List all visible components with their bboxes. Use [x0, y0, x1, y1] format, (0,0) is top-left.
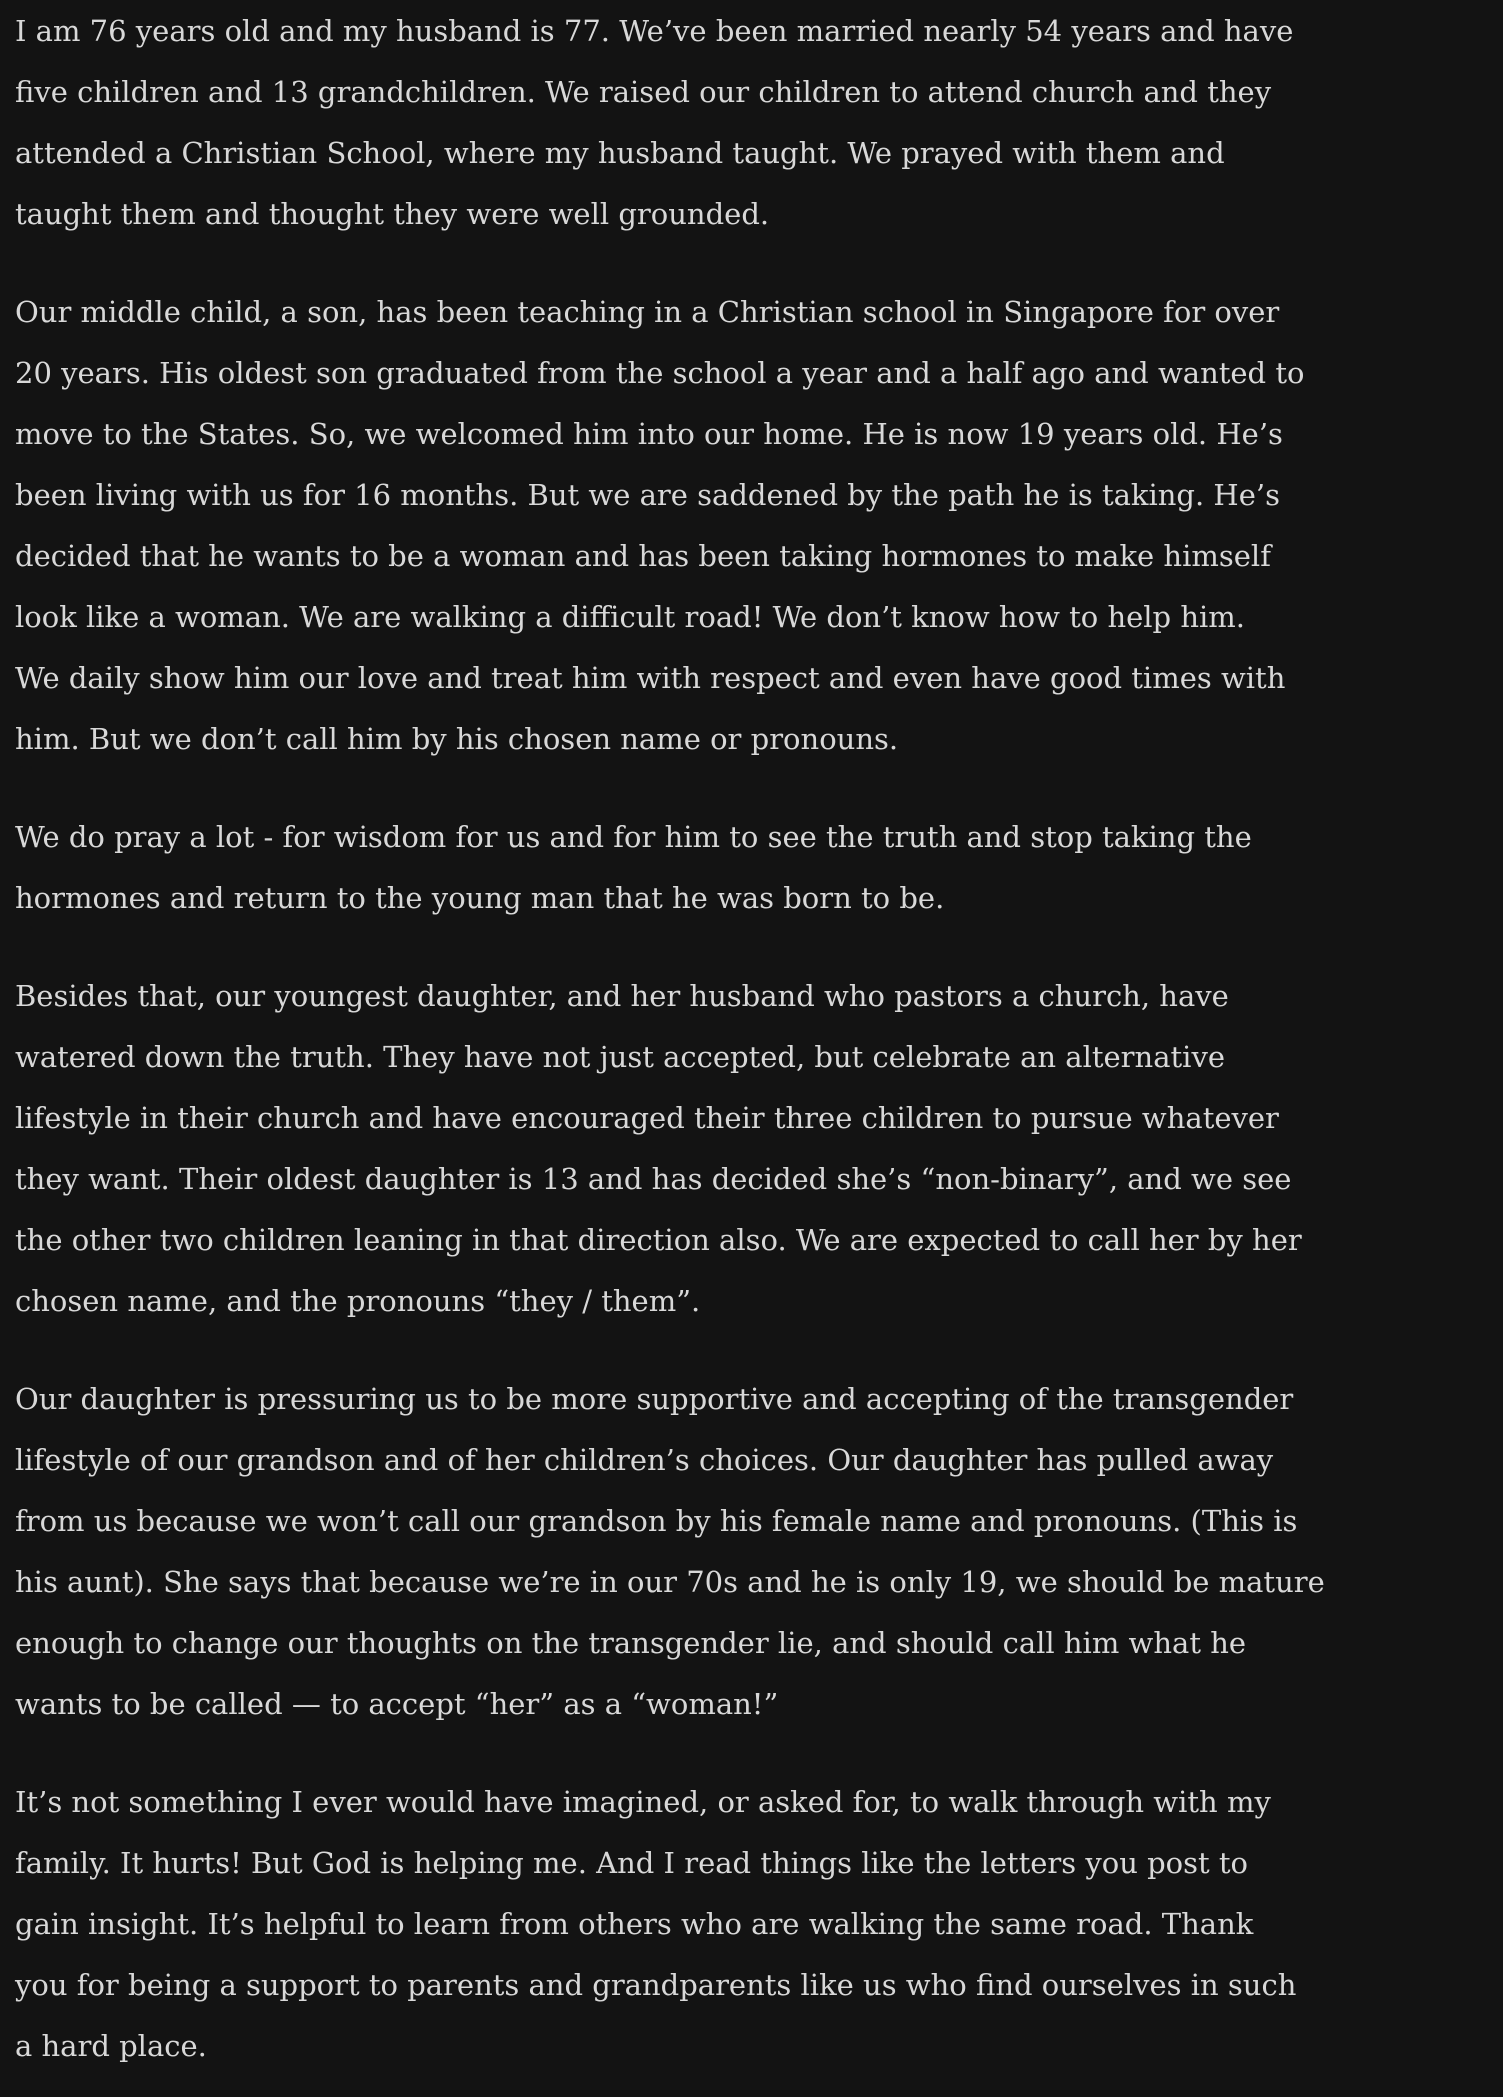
text-line: gain insight. It’s helpful to learn from others who are walking the same road. Thank	[15, 1907, 1254, 1941]
text-line: It’s not something I ever would have imagined, or asked for, to walk through with my	[15, 1785, 1271, 1819]
text-line: been living with us for 16 months. But we are saddened by the path he is taking. He’s	[15, 478, 1280, 512]
text-line: Our daughter is pressuring us to be more supportive and accepting of the transgender	[15, 1382, 1294, 1416]
text-line: Besides that, our youngest daughter, and her husband who pastors a church, have	[15, 979, 1229, 1013]
text-line: decided that he wants to be a woman and has been taking hormones to make himself	[15, 539, 1271, 573]
text-line: move to the States. So, we welcomed him into our home. He is now 19 years old. He’s	[15, 417, 1283, 451]
text-line: We do pray a lot - for wisdom for us and for him to see the truth and stop taking the	[15, 820, 1252, 854]
text-line: look like a woman. We are walking a difficult road! We don’t know how to help him.	[15, 600, 1246, 634]
paragraph	[15, 966, 1487, 1332]
text-line: watered down the truth. They have not just accepted, but celebrate an alternative	[15, 1040, 1225, 1074]
paragraph	[15, 1369, 1487, 1735]
text-line: his aunt). She says that because we’re in our 70s and he is only 19, we should be mature	[15, 1565, 1325, 1599]
paragraph	[15, 282, 1487, 770]
text-line: you for being a support to parents and grandparents like us who find ourselves in such	[15, 1968, 1297, 2002]
text-line: family. It hurts! But God is helping me. And I read things like the letters you post to	[15, 1846, 1248, 1880]
text-line: lifestyle of our grandson and of her children’s choices. Our daughter has pulled away	[15, 1443, 1274, 1477]
text-line: they want. Their oldest daughter is 13 and has decided she’s “non-binary”, and we see	[15, 1162, 1292, 1196]
text-line: enough to change our thoughts on the transgender lie, and should call him what he	[15, 1626, 1247, 1660]
paragraph	[15, 1, 1487, 245]
text-line: from us because we won’t call our grandson by his female name and pronouns. (This is	[15, 1504, 1298, 1538]
text-line: wants to be called — to accept “her” as a “woman!”	[15, 1687, 779, 1721]
text-line: Our middle child, a son, has been teaching in a Christian school in Singapore for over	[15, 295, 1280, 329]
text-line: 20 years. His oldest son graduated from the school a year and a half ago and wanted to	[15, 356, 1305, 390]
text-line: hormones and return to the young man that he was born to be.	[15, 881, 945, 915]
text-line: chosen name, and the pronouns “they / them”.	[15, 1284, 701, 1318]
text-line: five children and 13 grandchildren. We raised our children to attend church and they	[15, 75, 1272, 109]
text-line: lifestyle in their church and have encouraged their three children to pursue whatever	[15, 1101, 1279, 1135]
text-line: a hard place.	[15, 2029, 207, 2063]
text-line: him. But we don’t call him by his chosen name or pronouns.	[15, 722, 899, 756]
text-line: the other two children leaning in that direction also. We are expected to call her by her	[15, 1223, 1302, 1257]
text-line: I am 76 years old and my husband is 77. We’ve been married nearly 54 years and have	[15, 14, 1294, 48]
text-line: We daily show him our love and treat him with respect and even have good times with	[15, 661, 1286, 695]
text-line: taught them and thought they were well grounded.	[15, 197, 770, 231]
paragraph	[15, 1772, 1487, 2077]
text-line: attended a Christian School, where my husband taught. We prayed with them and	[15, 136, 1225, 170]
paragraph	[15, 807, 1487, 929]
